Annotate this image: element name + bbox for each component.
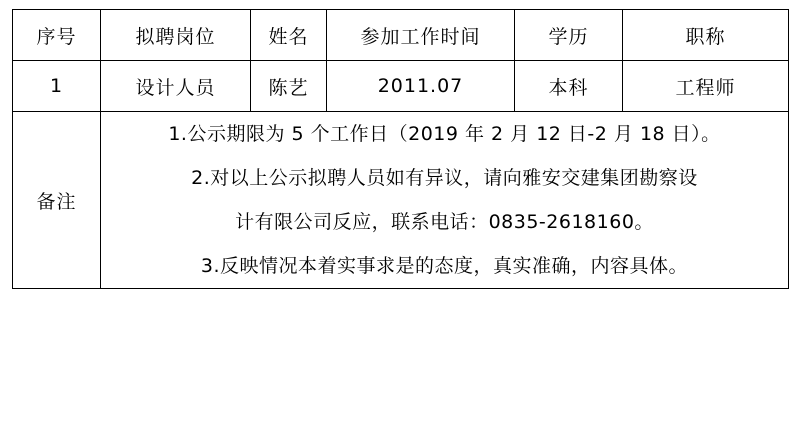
remark-line-3: 计有限公司反应，联系电话：0835-2618160。 — [235, 211, 654, 233]
remark-line-4: 3.反映情况本着实事求是的态度，真实准确，内容具体。 — [200, 255, 689, 277]
header-cell-name: 姓名 — [251, 10, 327, 61]
cell-education: 本科 — [515, 61, 623, 112]
cell-seq: 1 — [13, 61, 101, 112]
document-page — [0, 9, 800, 430]
header-cell-seq: 序号 — [13, 10, 101, 61]
cell-post: 设计人员 — [101, 61, 251, 112]
cell-work-date: 2011.07 — [327, 61, 515, 112]
table-header-row — [13, 10, 789, 61]
remark-line-2: 2.对以上公示拟聘人员如有异议，请向雅安交建集团勘察设 — [191, 167, 698, 189]
table-row — [13, 61, 789, 112]
remark-label: 备注 — [13, 112, 101, 289]
header-cell-post: 拟聘岗位 — [101, 10, 251, 61]
remark-line-1: 1.公示期限为 5 个工作日（2019 年 2 月 12 日-2 月 18 日）。 — [168, 123, 721, 145]
header-cell-title: 职称 — [623, 10, 789, 61]
header-cell-education: 学历 — [515, 10, 623, 61]
remark-row — [13, 112, 789, 289]
cell-title: 工程师 — [623, 61, 789, 112]
cell-name: 陈艺 — [251, 61, 327, 112]
notice-table — [12, 9, 789, 289]
header-cell-work-date: 参加工作时间 — [327, 10, 515, 61]
remark-body — [101, 112, 789, 289]
